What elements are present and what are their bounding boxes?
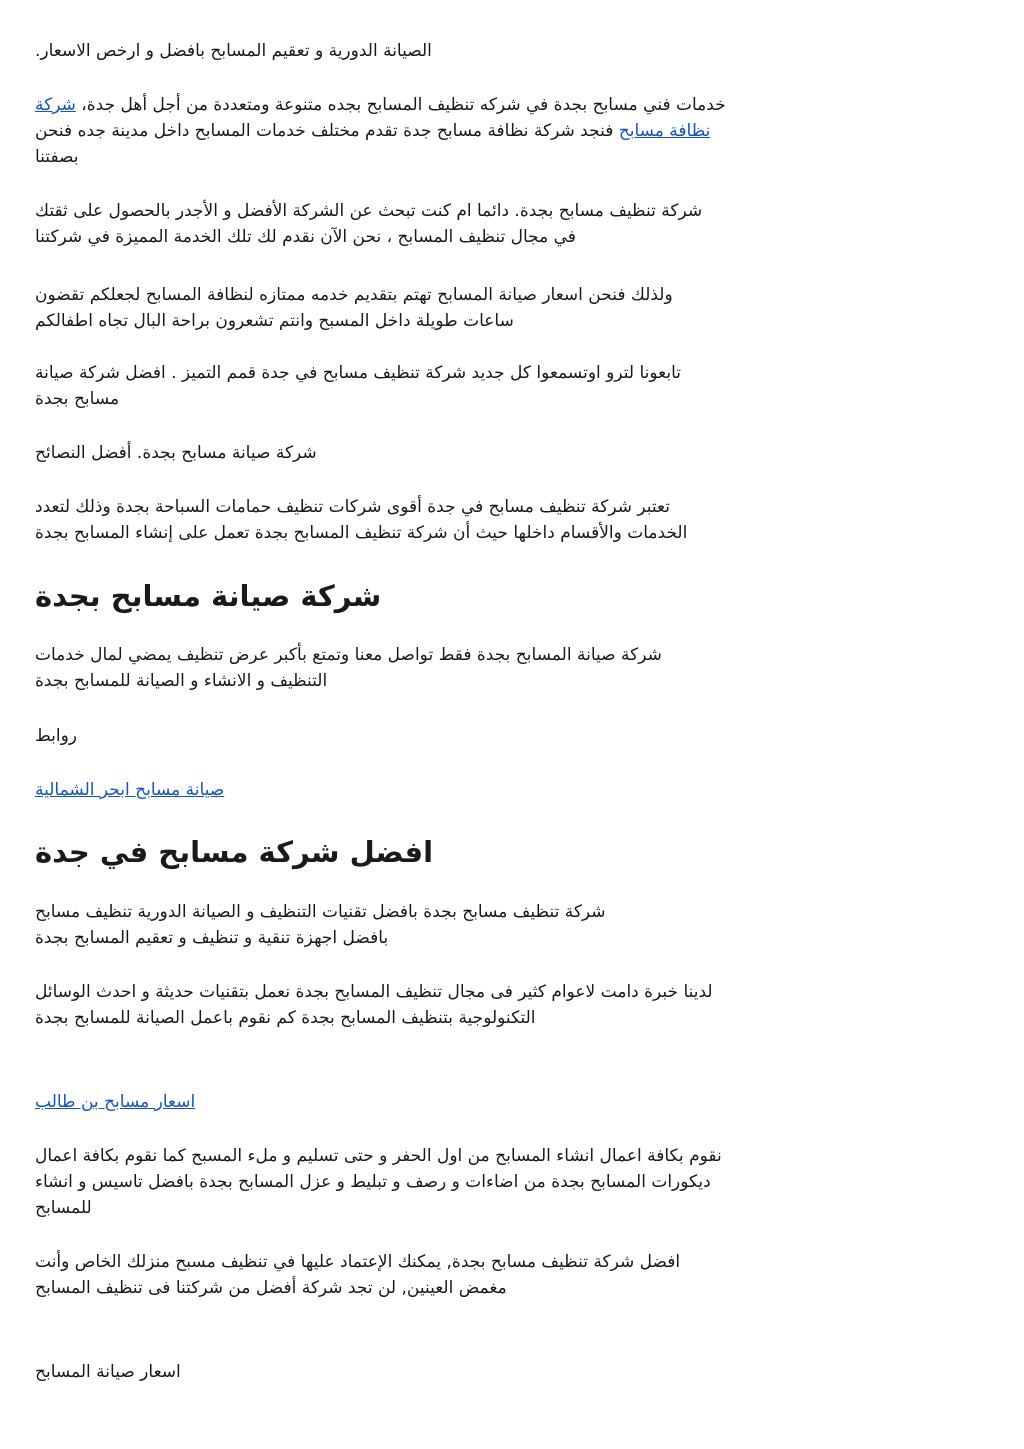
paragraph-text: خدمات فني مسابح بجدة في شركه تنظيف المسابح بجده متنوعة ومتعددة من أجل أهل جدة،: [75, 95, 726, 115]
section-heading-maintenance: شركة صيانة مسابح بجدة: [35, 579, 382, 613]
company-link-part2[interactable]: نظافة مسابح: [618, 121, 711, 141]
paragraph-line: التنظيف و الانشاء و الصيانة للمسابح بجدة: [35, 671, 328, 691]
paragraph-contact: [35, 642, 990, 694]
paragraph-line: لدينا خبرة دامت لاعوام كثير فى مجال تنظيف المسابح بجدة نعمل بتقنيات حديثة و احدث الوسائل: [35, 982, 713, 1002]
paragraph-line: نقوم بكافة اعمال انشاء المسابح من اول الحفر و حتى تسليم و ملء المسبح كما نقوم بكافة اعمال: [35, 1146, 722, 1166]
paragraph-line: بصفتنا: [35, 147, 79, 167]
paragraph-line: [35, 92, 990, 118]
paragraph-line: تابعونا لترو اوتسمعوا كل جديد شركة تنظيف مسابح في جدة قمم التميز . افضل شركة صيانة: [35, 363, 681, 383]
paragraph-line: بافضل اجهزة تنقية و تنظيف و تعقيم المسابح بجدة: [35, 928, 389, 948]
paragraph-maintenance-intro: [35, 38, 990, 64]
paragraph-strongest: [35, 494, 990, 546]
paragraph-line: شركة تنظيف مسابح بجدة بافضل تقنيات التنظيف و الصيانة الدورية تنظيف مسابح: [35, 902, 606, 922]
paragraph-line: شركة صيانة المسابح بجدة فقط تواصل معنا وتمتع بأكبر عرض تنظيف يمضي لمال خدمات: [35, 645, 662, 665]
paragraph-line: ولذلك فنحن اسعار صيانة المسابح تهتم بتقديم خدمه ممتازه لنظافة المسابح لجعلكم تقضون: [35, 285, 673, 305]
paragraph-maintenance-prices: [35, 1359, 990, 1385]
paragraph-line: التكنولوجية بتنظيف المسابح بجدة كم نقوم باعمل الصيانة للمسابح بجدة: [35, 1008, 536, 1028]
paragraph-techniques: [35, 899, 990, 951]
paragraph-line: شركة صيانة مسابح بجدة. أفضل النصائح: [35, 443, 317, 463]
paragraph-line: الخدمات والأقسام داخلها حيث أن شركة تنظيف المسابح بجدة تعمل على إنشاء المسابح بجدة: [35, 523, 688, 543]
paragraph-line: للمسابح: [35, 1198, 92, 1218]
paragraph-follow-us: [35, 360, 990, 412]
paragraph-text: فنجد شركة نظافة مسابح جدة تقدم مختلف خدمات المسابح داخل مدينة جده فنحن: [35, 121, 619, 141]
link-row-abhur: [35, 777, 990, 803]
paragraph-line: [35, 1089, 990, 1115]
paragraph-line: ديكورات المسابح بجدة من اضاءات و رصف و تبليط و عزل المسابح بجدة بافضل تاسيس و انشاء: [35, 1172, 711, 1192]
links-label: [35, 723, 990, 749]
document-page: [35, 0, 990, 1449]
paragraph-tips: [35, 440, 990, 466]
paragraph-line: اسعار صيانة المسابح: [35, 1362, 181, 1382]
paragraph-line: شركة تنظيف مسابح بجدة. دائما ام كنت تبحث عن الشركة الأفضل و الأجدر بالحصول على ثقتك: [35, 201, 703, 221]
paragraph-line: الصيانة الدورية و تعقيم المسابح بافضل و ارخص الاسعار.: [35, 41, 432, 61]
paragraph-prices: [35, 282, 990, 334]
paragraph-line: [35, 777, 990, 803]
paragraph-line: افضل شركة تنظيف مسابح بجدة, يمكنك الإعتماد عليها في تنظيف مسبح منزلك الخاص وأنت: [35, 1252, 681, 1272]
company-link-part1[interactable]: شركة: [35, 95, 76, 115]
paragraph-line: مغمض العينين, لن تجد شركة أفضل من شركتنا فى تنظيف المسابح: [35, 1278, 507, 1298]
section-heading-best-company: افضل شركة مسابح في جدة: [35, 835, 434, 869]
paragraph-line: في مجال تنظيف المسابح ، نحن الآن نقدم لك تلك الخدمة المميزة في شركتنا: [35, 227, 576, 247]
paragraph-line: روابط: [35, 726, 78, 746]
abhur-maintenance-link[interactable]: صيانة مسابح ابحر الشمالية: [35, 780, 225, 800]
link-row-bin-talib: [35, 1089, 990, 1115]
paragraph-line: مسابح بجدة: [35, 389, 120, 409]
paragraph-rely-on-us: [35, 1249, 990, 1301]
paragraph-services: [35, 92, 990, 170]
paragraph-line: [35, 118, 990, 144]
paragraph-construction: [35, 1143, 990, 1221]
paragraph-line: تعتبر شركة تنظيف مسابح في جدة أقوى شركات تنظيف حمامات السباحة بجدة وذلك لتعدد: [35, 497, 670, 517]
paragraph-best-company: [35, 198, 990, 250]
paragraph-line: ساعات طويلة داخل المسبح وانتم تشعرون براحة البال تجاه اطفالكم: [35, 311, 514, 331]
paragraph-experience: [35, 979, 990, 1031]
bin-talib-prices-link[interactable]: اسعار مسابح بن طالب: [35, 1092, 196, 1112]
